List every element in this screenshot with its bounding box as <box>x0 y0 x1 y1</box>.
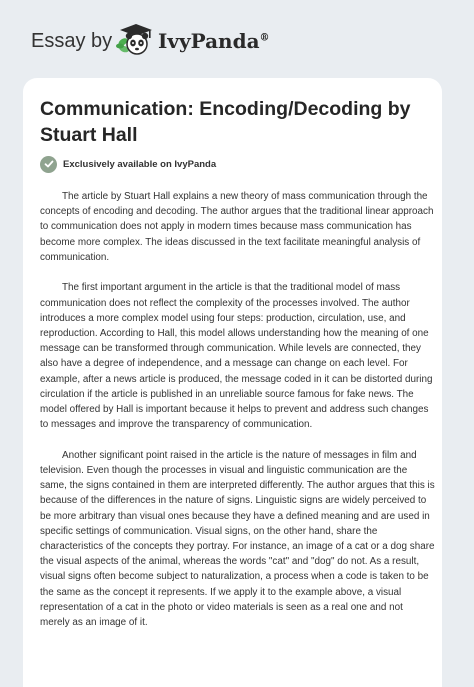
availability-badge <box>40 155 216 173</box>
essay-by-label: Essay by <box>31 30 113 52</box>
paragraph: The first important argument in the article is that the traditional model of mass communication does not reflect the complexity of the processes involved. The author introduces a more complex model using four steps: production, circulation, use, and reproduction. According to Hall, this model allows understanding how the meaning of one message can be transformed through communication. While levels are connected, they also have a degree of independence, and a message can change on each level. For example, after a news article is produced, the message coded in it can be distorted during circulation if the article is published in an unreliable source famous for fake news. The model offered by Hall is important because it helps to prevent and address such changes to messages and improve the transparency of communication. <box>40 282 433 431</box>
brand-name[interactable]: IvyPanda® <box>158 29 270 53</box>
panda-graduate-logo-icon[interactable] <box>116 22 156 58</box>
paragraph: Another significant point raised in the article is the nature of messages in film and television. Even though the processes in visual and linguistic communication are the same, the signs contained in them are interpreted differently. The author argues that this is because of the differences in the nature of signs. Linguistic signs are widely perceived to be more arbitrary than visual ones because they have a defined meaning and are used in specific settings of communication. Visual signs, on the other hand, share the characteristics of the concepts they portray. For instance, an image of a cat or a dog share the visual aspects of the animal, whereas the words "cat" and "dog" do not. As a result, visual signs often become subject to naturalization, a process when a code is taken to be the same as the concept it represents. If we apply it to the example above, a visual representation of a cat in the photo or video materials is seen as a real one and not merely as an image of it. <box>40 449 435 629</box>
essay-title: Communication: Encoding/Decoding by Stuart Hall <box>40 98 411 146</box>
availability-text: Exclusively available on IvyPanda <box>63 158 217 170</box>
check-circle-icon <box>40 156 57 173</box>
site-header <box>0 0 474 80</box>
essay-body <box>40 189 435 646</box>
essay-card <box>23 78 442 687</box>
paragraph: The article by Stuart Hall explains a new theory of mass communication through the concepts of encoding and decoding. The author argues that the traditional linear approach to communication does not apply in modern times because mass communication has become more complex. The ideas discussed in the text facilitate meaningful analysis of communication. <box>40 191 434 263</box>
